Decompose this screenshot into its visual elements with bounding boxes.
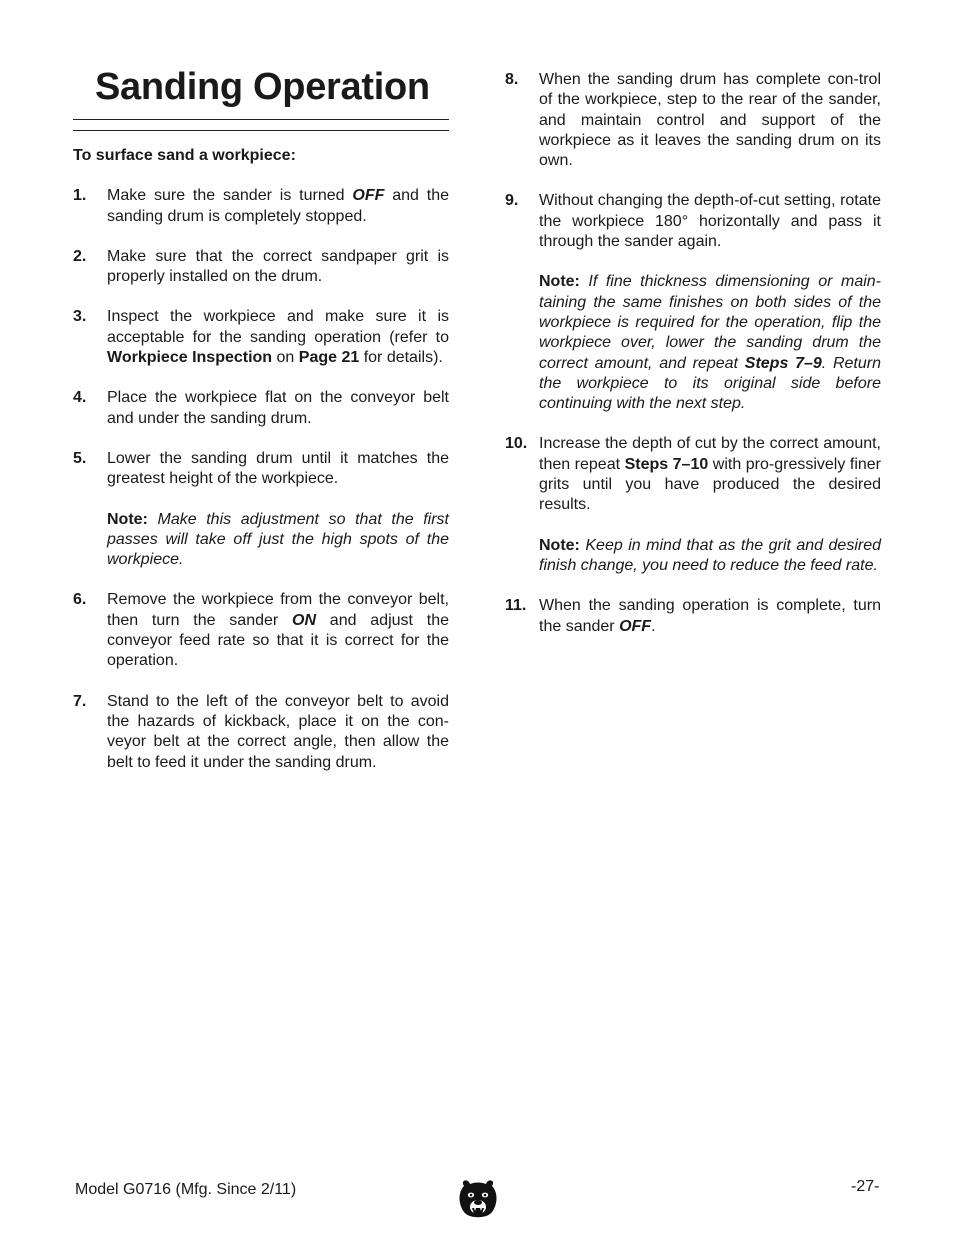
step-11 (505, 596, 881, 637)
off-term: OFF (352, 187, 385, 205)
title-rule-bottom (73, 130, 449, 131)
step-number: 8. (505, 71, 519, 88)
step-number: 1. (73, 187, 87, 205)
step-text: Place the workpiece flat on the conveyor belt and under the sanding drum. (107, 389, 449, 427)
step-4 (73, 388, 449, 429)
step-5 (73, 449, 449, 570)
step-text: Make sure the sander is turned OFF and the sanding drum is completely stopped. (107, 187, 449, 225)
step-2 (73, 247, 449, 288)
step-6 (73, 590, 449, 671)
step-text: Lower the sanding drum until it matches the greatest height of the workpiece. (107, 449, 449, 488)
note-label: Note: (107, 510, 148, 528)
intro-heading: To surface sand a workpiece: (73, 147, 296, 164)
step-1 (73, 186, 449, 227)
step-10 (505, 434, 881, 576)
note-label: Note: (539, 536, 580, 554)
step-text: Stand to the left of the conveyor belt to avoid the hazards of kickback, place it on the con-veyor belt at the correct angle, then allow the belt to feed it under the sanding drum. (107, 692, 449, 771)
step-number: 9. (505, 192, 519, 210)
bear-head-logo-icon (456, 1176, 500, 1222)
title-rule-top (73, 119, 449, 120)
step-text: Increase the depth of cut by the correct amount, then repeat Steps 7–10 with pro-gressively finer grits until you have produced the desired results. (539, 435, 882, 514)
page-title: Sanding Operation (95, 66, 430, 108)
step-number: 11. (505, 597, 527, 615)
on-term: ON (292, 611, 317, 629)
step-text: Make sure that the correct sandpaper grit is properly installed on the drum. (107, 247, 449, 286)
step-3 (73, 307, 449, 368)
off-term: OFF (619, 617, 652, 635)
step-8 (505, 70, 881, 171)
left-column (73, 146, 449, 793)
page-number: -27- (851, 1178, 880, 1195)
step-text: Inspect the workpiece and make sure it is acceptable for the sanding operation (refer to Workpiece Inspection on Page 21 for details). (107, 308, 449, 367)
step-number: 6. (73, 591, 87, 609)
step-note: Note: Keep in mind that as the grit and desired finish change, you need to reduce the feed rate. (539, 536, 881, 574)
step-text: Without changing the depth-of-cut setting, rotate the workpiece 180° horizontally and pass it through the sander again. (539, 192, 881, 251)
step-number: 3. (73, 308, 87, 326)
note-label: Note: (539, 273, 580, 291)
step-number: 4. (73, 389, 87, 407)
step-number: 7. (73, 692, 87, 710)
step-number: 5. (73, 449, 87, 467)
step-note: Note: If fine thickness dimensioning or main-taining the same finishes on both sides of the workpiece is required for the operation, flip the workpiece over, lower the sanding drum the correct amount, and repeat Steps 7–9. Return the workpiece to its original side before continuing with the next step. (539, 273, 881, 413)
step-number: 10. (505, 435, 528, 453)
step-7 (73, 692, 449, 773)
steps-reference: Steps 7–10 (624, 455, 709, 473)
right-column (505, 70, 881, 657)
step-note: Note: Make this adjustment so that the first passes will take off just the high spots of the workpiece. (107, 510, 449, 569)
step-9 (505, 191, 881, 414)
step-text: When the sanding drum has complete con-trol of the workpiece, step to the rear of the sander, and maintain control and support of the workpiece as it leaves the sanding drum on its own. (539, 71, 881, 170)
step-number: 2. (73, 247, 87, 265)
step-text: When the sanding operation is complete, turn the sander OFF. (539, 597, 881, 635)
steps-reference: Steps 7–9 (744, 354, 822, 372)
footer-model: Model G0716 (Mfg. Since 2/11) (75, 1181, 297, 1198)
cross-reference-page: Page 21 (298, 349, 360, 367)
cross-reference-section: Workpiece Inspection (107, 349, 273, 367)
step-text: Remove the workpiece from the conveyor belt, then turn the sander ON and adjust the conveyor feed rate so that it is correct for the operation. (107, 591, 450, 670)
